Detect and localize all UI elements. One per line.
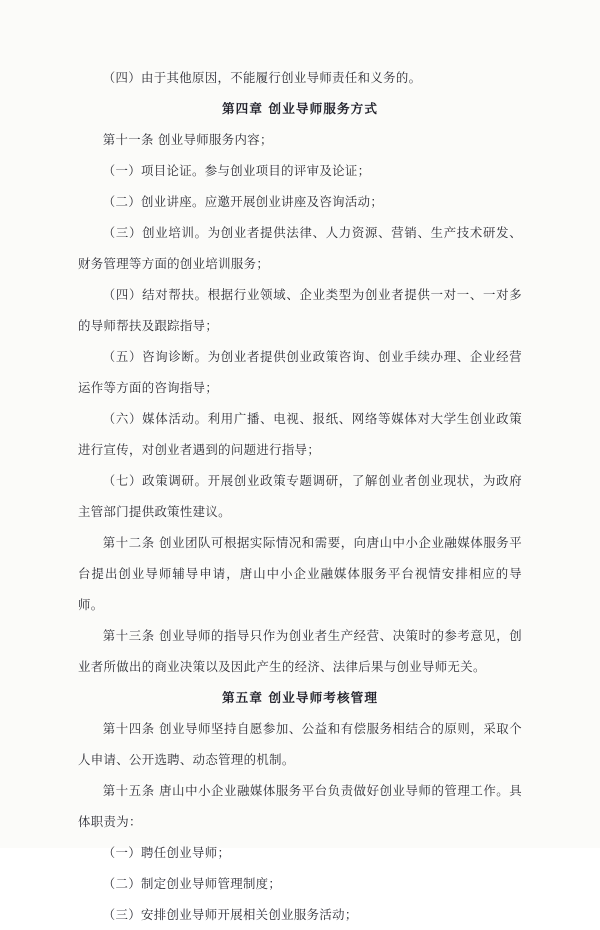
paragraph: （六）媒体活动。利用广播、电视、报纸、网络等媒体对大学生创业政策进行宣传，对创业者遇到的问题进行指导； <box>78 411 522 457</box>
chapter-heading: 第四章 创业导师服务方式 <box>221 101 379 116</box>
paragraph: （一）聘任创业导师； <box>102 845 231 860</box>
paragraph: （五）咨询诊断。为创业者提供创业政策咨询、创业手续办理、企业经营运作等方面的咨询指导； <box>78 349 522 395</box>
paragraph: （一）项目论证。参与创业项目的评审及论证； <box>102 163 371 178</box>
chapter-heading: 第五章 创业导师考核管理 <box>221 690 379 705</box>
paragraph: （二）制定创业导师管理制度； <box>102 876 282 891</box>
document-body <box>78 62 522 930</box>
paragraph: 第十二条 创业团队可根据实际情况和需要，向唐山中小企业融媒体服务平台提出创业导师辅导申请，唐山中小企业融媒体服务平台视情安排相应的导师。 <box>78 535 522 612</box>
paragraph: （三）安排创业导师开展相关创业服务活动； <box>102 907 358 922</box>
paragraph: （二）创业讲座。应邀开展创业讲座及咨询活动； <box>102 194 384 209</box>
paragraph: 第十四条 创业导师坚持自愿参加、公益和有偿服务相结合的原则，采取个人申请、公开选聘、动态管理的机制。 <box>78 721 522 767</box>
paragraph: （三）创业培训。为创业者提供法律、人力资源、营销、生产技术研发、财务管理等方面的创业培训服务； <box>78 225 522 271</box>
paragraph: 第十一条 创业导师服务内容； <box>102 132 273 147</box>
paragraph: 第十五条 唐山中小企业融媒体服务平台负责做好创业导师的管理工作。具体职责为： <box>78 783 522 829</box>
paragraph: （四）结对帮扶。根据行业领域、企业类型为创业者提供一对一、一对多的导师帮扶及跟踪指导； <box>78 287 522 333</box>
paragraph: 第十三条 创业导师的指导只作为创业者生产经营、决策时的参考意见，创业者所做出的商业决策以及因此产生的经济、法律后果与创业导师无关。 <box>78 628 522 674</box>
paragraph: （七）政策调研。开展创业政策专题调研，了解创业者创业现状，为政府主管部门提供政策性建议。 <box>78 473 522 519</box>
paragraph: （四）由于其他原因，不能履行创业导师责任和义务的。 <box>102 70 422 85</box>
